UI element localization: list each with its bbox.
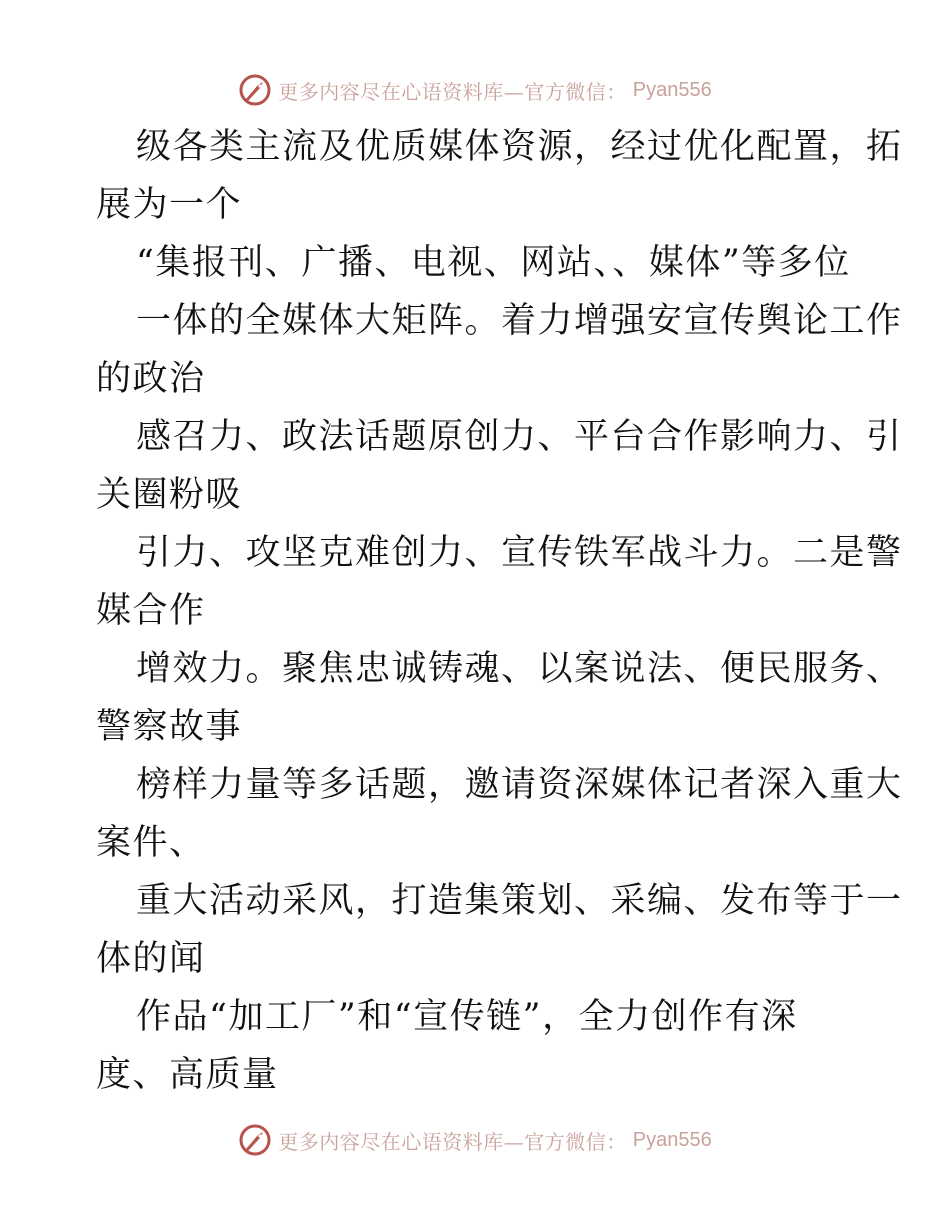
text-line: 媒合作 [96,591,206,631]
document-body [96,118,903,1104]
text-line: 一体的全媒体大矩阵。着力增强安宣传舆论工作 [136,301,903,341]
text-line: 感召力、政法话题原创力、平台合作影响力、引 [136,417,903,457]
pen-nib-circle-icon [238,73,272,107]
text-line: 度、高质量 [96,1055,279,1095]
text-line: 引力、攻坚克难创力、宣传铁军战斗力。二是警 [136,533,903,573]
text-line: 展为一个 [96,185,243,225]
text-line: 作品“加工厂”和“宣传链”，全力创作有深 [136,997,798,1037]
text-line: 体的闻 [96,939,206,979]
text-line: 警察故事 [96,707,243,747]
footer-watermark [0,1120,950,1160]
text-line: 增效力。聚焦忠诚铸魂、以案说法、便民服务、 [136,649,903,689]
text-line: 榜样力量等多话题，邀请资深媒体记者深入重大 [136,765,903,805]
text-line: 案件、 [96,823,206,863]
text-line: 的政治 [96,359,206,399]
watermark-wechat-id: Pyan556 [632,78,712,101]
header-watermark [0,70,950,110]
text-line: 重大活动采风，打造集策划、采编、发布等于一 [136,881,903,921]
watermark-text: 更多内容尽在心语资料库—官方微信： [278,79,627,104]
text-line: 级各类主流及优质媒体资源，经过优化配置，拓 [136,127,903,167]
text-line: “集报刊、广播、电视、网站、、媒体”等多位 [136,243,851,283]
pen-nib-circle-icon [238,1123,272,1157]
watermark-text: 更多内容尽在心语资料库—官方微信： [278,1129,627,1154]
watermark-wechat-id: Pyan556 [632,1128,712,1151]
text-line: 关圈粉吸 [96,475,243,515]
